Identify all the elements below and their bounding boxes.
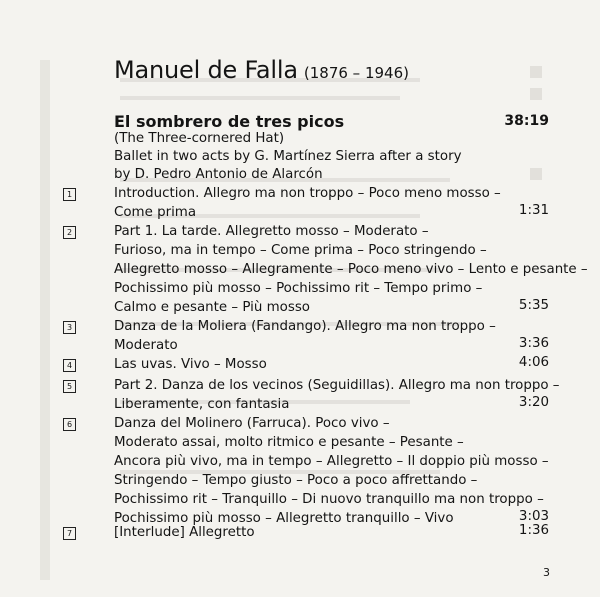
- track-title-line: Part 1. La tarde. Allegretto mosso – Moderato –: [114, 224, 429, 239]
- subtitle-line: by D. Pedro Antonio de Alarcón: [114, 167, 323, 182]
- track-title-line: Come prima: [114, 205, 197, 220]
- track-title-line: Pochissimo più mosso – Allegretto tranquillo – Vivo: [114, 511, 454, 526]
- track-title-line: Las uvas. Vivo – Mosso: [114, 357, 267, 372]
- track-title-line: Introduction. Allegro ma non troppo – Poco meno mosso –: [114, 186, 501, 201]
- composer-name: Manuel de Falla: [114, 56, 298, 84]
- track-title-line: [Interlude] Allegretto: [114, 525, 255, 540]
- track-title-line: Stringendo – Tempo giusto – Poco a poco affrettando –: [114, 473, 478, 488]
- track-number: 6: [63, 418, 76, 431]
- page-number: 3: [543, 566, 550, 579]
- track-number: 3: [63, 321, 76, 334]
- track-title-line: Ancora più vivo, ma in tempo – Allegretto – Il doppio più mosso –: [114, 454, 549, 469]
- work-title: El sombrero de tres picos: [114, 112, 345, 131]
- track-number: 4: [63, 359, 76, 372]
- track-title-line: Moderato: [114, 338, 178, 353]
- track-title-line: Liberamente, con fantasia: [114, 397, 290, 412]
- track-number: 1: [63, 188, 76, 201]
- work-duration: 38:19: [504, 113, 549, 129]
- track-duration: 3:36: [518, 336, 549, 351]
- subtitle-line: Ballet in two acts by G. Martínez Sierra after a story: [114, 149, 462, 164]
- track-title-line: Pochissimo rit – Tranquillo – Di nuovo tranquillo ma non troppo –: [114, 492, 544, 507]
- track-title-line: Pochissimo più mosso – Pochissimo rit – Tempo primo –: [114, 281, 483, 296]
- composer-dates: (1876 – 1946): [303, 64, 409, 82]
- track-title-line: Allegretto mosso – Allegramente – Poco meno vivo – Lento e pesante –: [114, 262, 588, 277]
- track-duration: 1:36: [518, 523, 549, 538]
- track-duration: 4:06: [518, 355, 549, 370]
- work-subtitle: [114, 130, 534, 184]
- track-duration: 1:31: [518, 203, 549, 218]
- track-title-line: Danza de la Moliera (Fandango). Allegro ma non troppo –: [114, 319, 496, 334]
- composer-heading: [114, 56, 409, 84]
- track-duration: 3:20: [518, 395, 549, 410]
- track-number: 2: [63, 226, 76, 239]
- track-title-line: Calmo e pesante – Più mosso: [114, 300, 310, 315]
- track-title-line: Part 2. Danza de los vecinos (Seguidillas). Allegro ma non troppo –: [114, 378, 560, 393]
- track-number: 7: [63, 527, 76, 540]
- track-title-line: Furioso, ma in tempo – Come prima – Poco stringendo –: [114, 243, 487, 258]
- track-duration: 5:35: [518, 298, 549, 313]
- track-number: 5: [63, 380, 76, 393]
- track-title-line: Danza del Molinero (Farruca). Poco vivo –: [114, 416, 390, 431]
- track-title-line: Moderato assai, molto ritmico e pesante – Pesante –: [114, 435, 464, 450]
- subtitle-line: (The Three-cornered Hat): [114, 131, 285, 146]
- track-duration: 3:03: [518, 509, 549, 524]
